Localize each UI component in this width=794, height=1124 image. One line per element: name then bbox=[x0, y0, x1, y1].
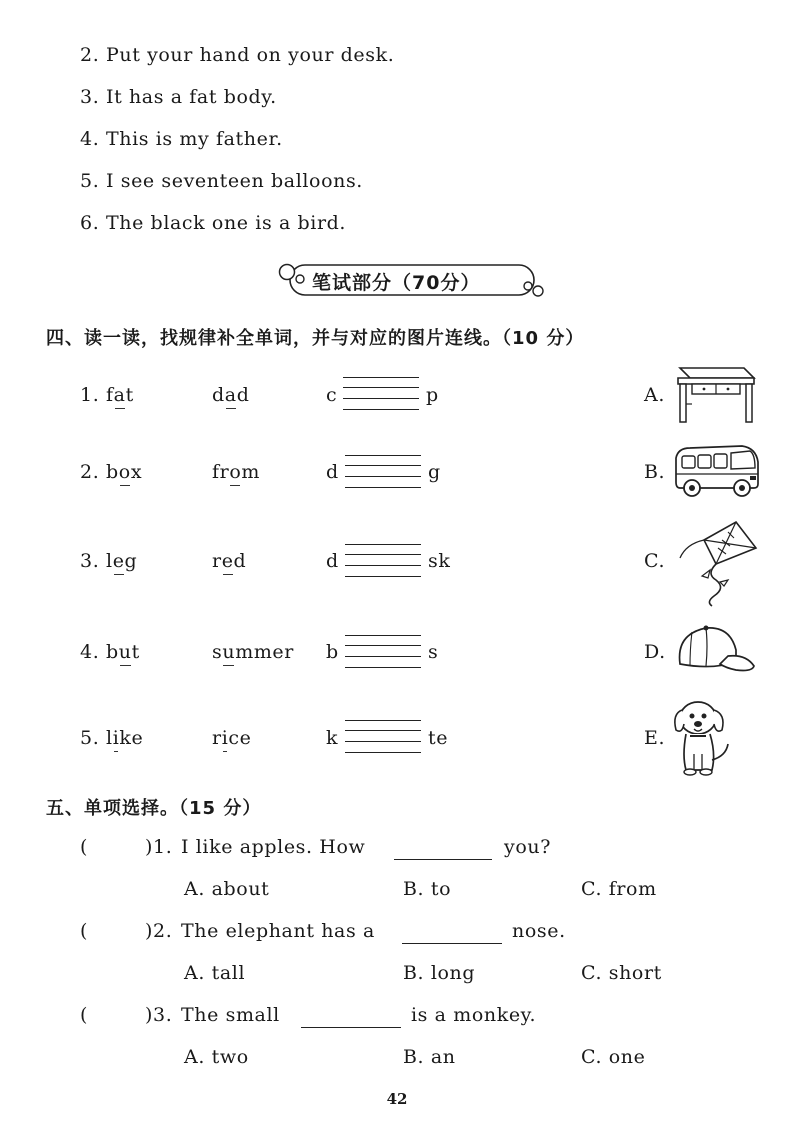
section5-heading: 五、单项选择。（15 分） bbox=[46, 798, 262, 819]
option-a-label: A. bbox=[644, 384, 665, 406]
listening-sentence-2: 2. Put your hand on your desk. bbox=[80, 44, 395, 66]
row3-word2: red bbox=[212, 550, 247, 572]
listening-sentence-6: 6. The black one is a bird. bbox=[80, 212, 347, 234]
row5-word2: rice bbox=[212, 727, 252, 749]
q2-number: )2. bbox=[145, 920, 173, 942]
row1-start-letter: c bbox=[326, 384, 338, 406]
desk-icon[interactable] bbox=[672, 364, 758, 426]
row3-number: 3. bbox=[80, 550, 100, 572]
listening-sentence-3: 3. It has a fat body. bbox=[80, 86, 277, 108]
row4-word2: summer bbox=[212, 641, 294, 663]
q1-number: )1. bbox=[145, 836, 173, 858]
q3-paren-open: ( bbox=[80, 1004, 89, 1026]
q2-option-b[interactable]: B. long bbox=[403, 962, 476, 984]
row2-start-letter: d bbox=[326, 461, 339, 483]
row1-word2: dad bbox=[212, 384, 250, 406]
q2-option-a[interactable]: A. tall bbox=[184, 962, 246, 984]
listening-sentence-4: 4. This is my father. bbox=[80, 128, 283, 150]
kite-icon[interactable] bbox=[676, 518, 760, 608]
row2-word2: from bbox=[212, 461, 260, 483]
row2-number: 2. bbox=[80, 461, 100, 483]
row3-end-letters: sk bbox=[428, 550, 451, 572]
bus-icon[interactable] bbox=[670, 442, 762, 500]
row5-writing-lines[interactable] bbox=[345, 720, 421, 754]
row5-start-letter: k bbox=[326, 727, 339, 749]
row3-writing-lines[interactable] bbox=[345, 544, 421, 578]
q2-paren-open: ( bbox=[80, 920, 89, 942]
q2-option-c[interactable]: C. short bbox=[581, 962, 662, 984]
q2-blank[interactable] bbox=[402, 943, 502, 944]
row4-end-letters: s bbox=[428, 641, 439, 663]
q1-option-a[interactable]: A. about bbox=[184, 878, 270, 900]
row5-end-letters: te bbox=[428, 727, 449, 749]
row3-word1: leg bbox=[106, 550, 138, 572]
q1-blank[interactable] bbox=[394, 859, 492, 860]
q3-option-b[interactable]: B. an bbox=[403, 1046, 456, 1068]
q3-option-a[interactable]: A. two bbox=[184, 1046, 249, 1068]
row1-word1: fat bbox=[106, 384, 134, 406]
row1-number: 1. bbox=[80, 384, 100, 406]
option-c-label: C. bbox=[644, 550, 666, 572]
q2-answer-slot[interactable] bbox=[96, 920, 142, 946]
q1-paren-open: ( bbox=[80, 836, 89, 858]
q3-stem-start: The small bbox=[181, 1004, 280, 1026]
row4-start-letter: b bbox=[326, 641, 339, 663]
row5-word1: like bbox=[106, 727, 144, 749]
row2-word1: box bbox=[106, 461, 143, 483]
q3-option-c[interactable]: C. one bbox=[581, 1046, 646, 1068]
q3-blank[interactable] bbox=[301, 1027, 401, 1028]
q1-option-c[interactable]: C. from bbox=[581, 878, 657, 900]
page-number: 42 bbox=[386, 1090, 408, 1108]
section4-heading: 四、读一读，找规律补全单词，并与对应的图片连线。（10 分） bbox=[46, 328, 585, 349]
row4-word1: but bbox=[106, 641, 140, 663]
row2-writing-lines[interactable] bbox=[345, 455, 421, 489]
section-banner bbox=[276, 262, 544, 298]
q1-stem-start: I like apples. How bbox=[181, 836, 366, 858]
row2-end-letters: g bbox=[428, 461, 441, 483]
q2-stem-start: The elephant has a bbox=[181, 920, 375, 942]
q3-stem-end: is a monkey. bbox=[411, 1004, 537, 1026]
q3-answer-slot[interactable] bbox=[96, 1004, 142, 1030]
row3-start-letter: d bbox=[326, 550, 339, 572]
option-b-label: B. bbox=[644, 461, 666, 483]
q2-stem-end: nose. bbox=[512, 920, 566, 942]
option-d-label: D. bbox=[644, 641, 666, 663]
row4-number: 4. bbox=[80, 641, 100, 663]
q1-answer-slot[interactable] bbox=[96, 836, 142, 862]
q1-option-b[interactable]: B. to bbox=[403, 878, 452, 900]
option-e-label: E. bbox=[644, 727, 666, 749]
cap-icon[interactable] bbox=[672, 620, 756, 680]
row5-number: 5. bbox=[80, 727, 100, 749]
row1-writing-lines[interactable] bbox=[343, 377, 419, 411]
puppy-icon[interactable] bbox=[668, 696, 734, 778]
listening-sentence-5: 5. I see seventeen balloons. bbox=[80, 170, 363, 192]
row4-writing-lines[interactable] bbox=[345, 635, 421, 669]
q3-number: )3. bbox=[145, 1004, 173, 1026]
section-banner-text: 笔试部分（70分） bbox=[312, 272, 481, 294]
q1-stem-end: you? bbox=[504, 836, 551, 858]
row1-end-letters: p bbox=[426, 384, 439, 406]
